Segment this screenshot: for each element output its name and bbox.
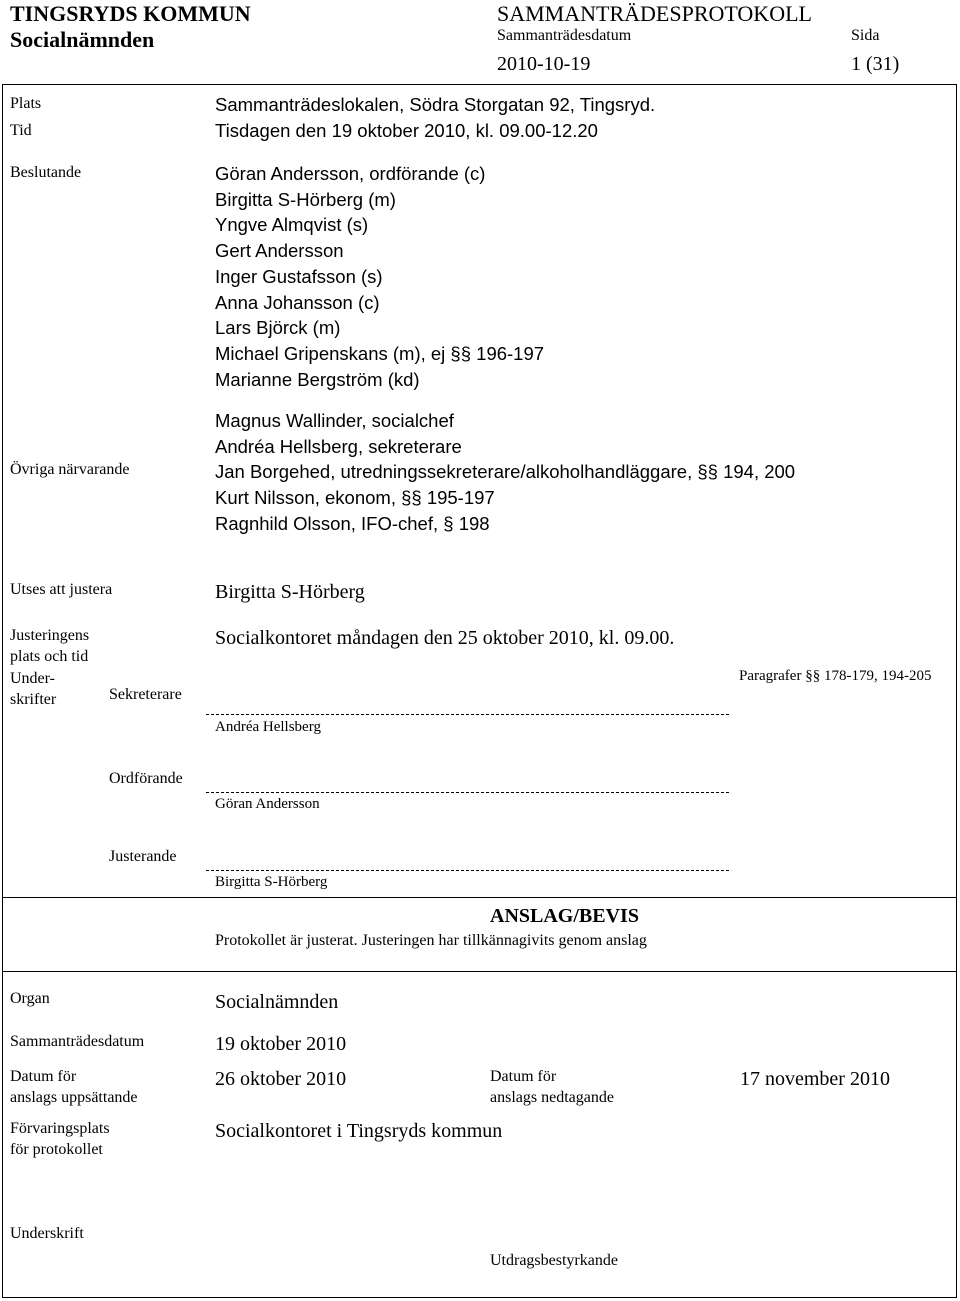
deciding-members-list xyxy=(215,161,544,392)
paragraphs-note: Paragrafer §§ 178-179, 194-205 xyxy=(739,668,932,684)
attendee-line: Jan Borgehed, utredningssekreterare/alkoholhandläggare, §§ 194, 200 xyxy=(215,461,796,483)
secretary-role: Sekreterare xyxy=(109,686,182,703)
notice-text: Protokollet är justerat. Justeringen har tillkännagivits genom anslag xyxy=(215,932,647,949)
storage-label-1: Förvaringsplats xyxy=(10,1120,110,1137)
posted-date-label-2: anslags uppsättande xyxy=(10,1089,138,1106)
time-value: Tisdagen den 19 oktober 2010, kl. 09.00-12.20 xyxy=(215,120,598,141)
notice-meeting-date-label: Sammanträdesdatum xyxy=(10,1033,145,1050)
attendee-line: Ragnhild Olsson, IFO-chef, § 198 xyxy=(215,512,490,534)
chair-name: Göran Andersson xyxy=(215,796,320,812)
member-line: Göran Andersson, ordförande (c) xyxy=(215,163,486,184)
adjuster-signature-line xyxy=(206,870,729,871)
member-line: Yngve Almqvist (s) xyxy=(215,214,369,236)
notice-title: ANSLAG/BEVIS xyxy=(490,905,639,927)
frame-right-border xyxy=(956,84,957,1298)
posted-date-value: 26 oktober 2010 xyxy=(215,1068,347,1090)
deciding-label: Beslutande xyxy=(10,164,82,181)
removed-date-label-1: Datum för xyxy=(490,1068,557,1085)
organ-value: Socialnämnden xyxy=(215,991,339,1013)
others-label: Övriga närvarande xyxy=(10,461,130,478)
others-members-list xyxy=(215,408,795,537)
signatures-label-2: skrifter xyxy=(10,691,57,708)
appointed-adjuster-value: Birgitta S-Hörberg xyxy=(215,581,365,603)
board-name: Socialnämnden xyxy=(10,27,155,52)
member-line: Marianne Bergström (kd) xyxy=(215,368,420,390)
member-line: Anna Johansson (c) xyxy=(215,291,380,313)
notice-divider xyxy=(2,897,957,898)
frame-top-border xyxy=(2,84,957,85)
storage-value: Socialkontoret i Tingsryds kommun xyxy=(215,1120,503,1142)
notice-table-divider xyxy=(2,971,957,972)
adjust-place-value: Socialkontoret måndagen den 25 oktober 2010, kl. 09.00. xyxy=(215,627,675,649)
adjust-place-label-2: plats och tid xyxy=(10,648,89,665)
signatures-label-1: Under- xyxy=(10,670,55,687)
attendee-line: Kurt Nilsson, ekonom, §§ 195-197 xyxy=(215,487,495,509)
chair-role: Ordförande xyxy=(109,770,183,787)
storage-label-2: för protokollet xyxy=(10,1141,103,1158)
attendee-line: Magnus Wallinder, socialchef xyxy=(215,410,454,431)
place-label: Plats xyxy=(10,95,42,112)
document-title: SAMMANTRÄDESPROTOKOLL xyxy=(497,1,812,26)
member-line: Birgitta S-Hörberg (m) xyxy=(215,188,396,210)
posted-date-label-1: Datum för xyxy=(10,1068,77,1085)
member-line: Gert Andersson xyxy=(215,240,344,262)
frame-left-border xyxy=(2,84,3,1298)
secretary-signature-line xyxy=(206,714,729,715)
appointed-adjuster-label: Utses att justera xyxy=(10,581,113,598)
page-number: 1 (31) xyxy=(851,53,900,75)
signature-label: Underskrift xyxy=(10,1225,84,1242)
member-line: Lars Björck (m) xyxy=(215,317,341,339)
frame-bottom-border xyxy=(2,1297,957,1298)
meeting-date-label: Sammanträdesdatum xyxy=(497,27,632,44)
meeting-date-value: 2010-10-19 xyxy=(497,53,591,75)
removed-date-label-2: anslags nedtagande xyxy=(490,1089,614,1106)
place-value: Sammanträdeslokalen, Södra Storgatan 92, Tingsryd. xyxy=(215,94,656,115)
removed-date-value: 17 november 2010 xyxy=(740,1068,890,1090)
page-label: Sida xyxy=(851,27,880,44)
chair-signature-line xyxy=(206,792,729,793)
adjust-place-label-1: Justeringens xyxy=(10,627,90,644)
adjuster-name: Birgitta S-Hörberg xyxy=(215,874,328,890)
member-line: Michael Gripenskans (m), ej §§ 196-197 xyxy=(215,342,545,364)
notice-meeting-date-value: 19 oktober 2010 xyxy=(215,1033,347,1055)
organ-label: Organ xyxy=(10,990,50,1007)
member-line: Inger Gustafsson (s) xyxy=(215,265,383,287)
extract-certification-label: Utdragsbestyrkande xyxy=(490,1252,618,1269)
attendee-line: Andréa Hellsberg, sekreterare xyxy=(215,435,462,457)
secretary-name: Andréa Hellsberg xyxy=(215,719,321,735)
municipality-name: TINGSRYDS KOMMUN xyxy=(10,1,251,26)
adjuster-role: Justerande xyxy=(109,848,177,865)
time-label: Tid xyxy=(10,122,32,139)
